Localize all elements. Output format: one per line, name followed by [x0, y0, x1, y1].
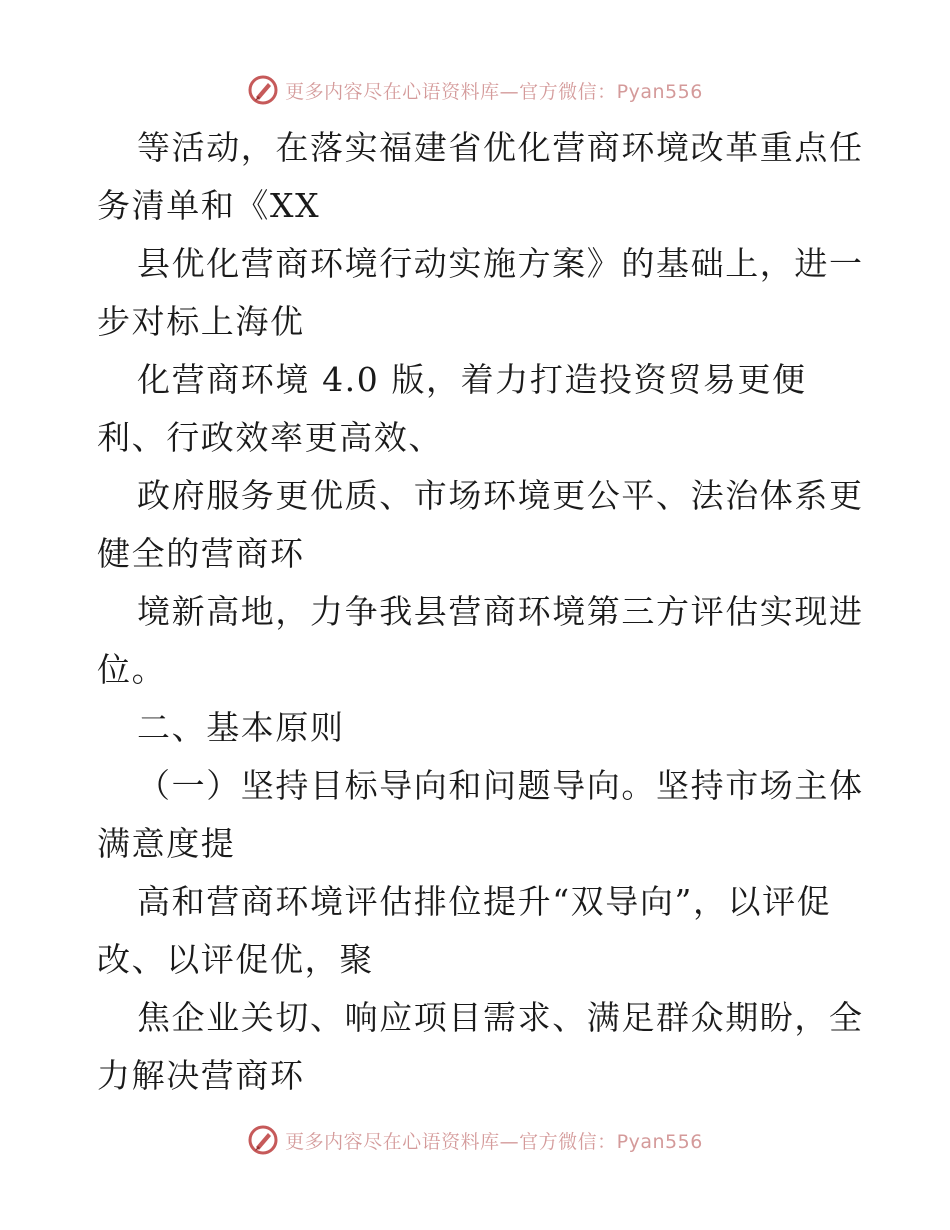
- paragraph-line: 满意度提: [97, 824, 236, 863]
- paragraph-line: 利、行政效率更高效、: [97, 418, 443, 457]
- paragraph-line: 化营商环境 4.0 版，着力打造投资贸易更便: [137, 360, 807, 399]
- watermark-header: [0, 70, 950, 110]
- watermark-text: 更多内容尽在心语资料库—官方微信：Pyan556: [285, 1130, 703, 1153]
- pen-seal-icon: [247, 1124, 279, 1156]
- paragraph-line: 步对标上海优: [97, 302, 305, 341]
- watermark-text: 更多内容尽在心语资料库—官方微信：Pyan556: [285, 80, 703, 103]
- section-heading: 二、基本原则: [137, 708, 345, 747]
- paragraph-line: 等活动，在落实福建省优化营商环境改革重点任: [137, 128, 864, 167]
- paragraph-line: （一）坚持目标导向和问题导向。坚持市场主体: [137, 766, 864, 805]
- paragraph-line: 力解决营商环: [97, 1056, 305, 1095]
- paragraph-line: 位。: [97, 650, 167, 689]
- paragraph-line: 改、以评促优，聚: [97, 940, 374, 979]
- pen-seal-icon: [247, 74, 279, 106]
- paragraph-line: 县优化营商环境行动实施方案》的基础上，进一: [137, 244, 864, 283]
- paragraph-line: 高和营商环境评估排位提升“双导向”，以评促: [137, 882, 832, 921]
- paragraph-line: 务清单和《XX: [97, 186, 321, 225]
- paragraph-line: 境新高地，力争我县营商环境第三方评估实现进: [137, 592, 864, 631]
- watermark-footer: [0, 1120, 950, 1160]
- paragraph-line: 健全的营商环: [97, 534, 305, 573]
- paragraph-line: 政府服务更优质、市场环境更公平、法治体系更: [137, 476, 864, 515]
- paragraph-line: 焦企业关切、响应项目需求、满足群众期盼，全: [137, 998, 864, 1037]
